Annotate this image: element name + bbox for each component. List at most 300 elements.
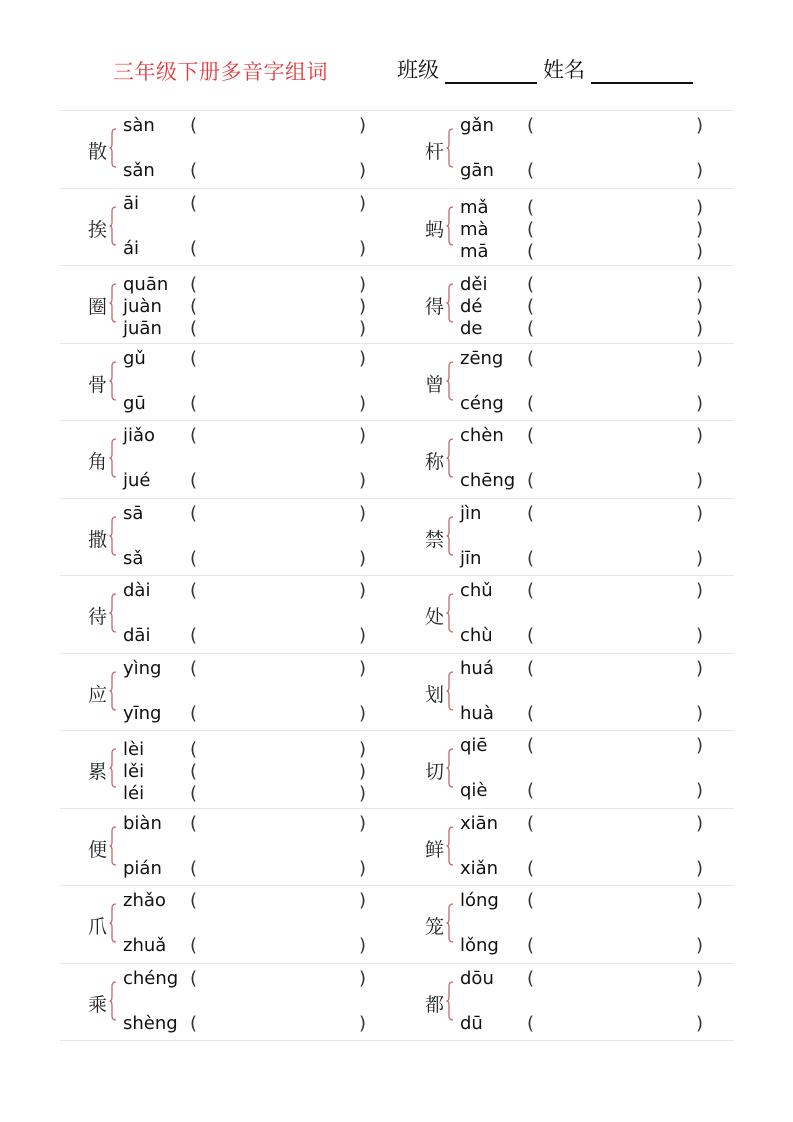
close-paren: ) bbox=[359, 812, 367, 834]
word-answer-field[interactable] bbox=[205, 703, 355, 723]
close-paren: ) bbox=[696, 425, 704, 446]
pinyin: zhuǎ bbox=[123, 935, 167, 956]
brace-icon bbox=[446, 516, 454, 556]
reading-line bbox=[123, 548, 397, 570]
name-field[interactable] bbox=[591, 60, 693, 84]
close-paren: ) bbox=[696, 318, 704, 339]
close-paren: ) bbox=[359, 702, 367, 724]
word-answer-field[interactable] bbox=[542, 470, 692, 490]
close-paren: ) bbox=[696, 857, 704, 879]
close-paren: ) bbox=[696, 735, 704, 756]
close-paren: ) bbox=[696, 657, 704, 679]
open-paren: ( bbox=[527, 392, 535, 414]
word-answer-field[interactable] bbox=[205, 813, 355, 833]
close-paren: ) bbox=[696, 702, 704, 724]
brace-icon bbox=[446, 128, 454, 168]
pinyin: lǒng bbox=[460, 935, 499, 956]
word-answer-field[interactable] bbox=[205, 318, 355, 338]
name-label: 姓名 bbox=[543, 58, 585, 82]
pinyin: dāi bbox=[123, 625, 151, 646]
reading-line bbox=[460, 625, 734, 647]
table-row bbox=[60, 421, 734, 499]
word-answer-field[interactable] bbox=[542, 548, 692, 568]
reading-line bbox=[123, 1013, 397, 1035]
reading-line bbox=[460, 703, 734, 725]
word-answer-field[interactable] bbox=[205, 625, 355, 645]
word-answer-field[interactable] bbox=[205, 968, 355, 988]
brace-icon bbox=[109, 206, 117, 246]
open-paren: ( bbox=[190, 192, 198, 214]
reading-line bbox=[460, 780, 734, 802]
close-paren: ) bbox=[359, 657, 367, 679]
pinyin: lóng bbox=[460, 890, 499, 911]
pinyin: chèn bbox=[460, 425, 504, 446]
pinyin: jué bbox=[123, 470, 151, 491]
polyphone-entry-right bbox=[397, 731, 734, 808]
word-answer-field[interactable] bbox=[205, 160, 355, 180]
readings-list bbox=[460, 270, 734, 339]
word-answer-field[interactable] bbox=[205, 425, 355, 445]
close-paren: ) bbox=[359, 783, 367, 804]
pinyin: biàn bbox=[123, 812, 162, 834]
open-paren: ( bbox=[527, 274, 535, 295]
open-paren: ( bbox=[190, 392, 198, 414]
pinyin: ái bbox=[123, 237, 140, 259]
open-paren: ( bbox=[190, 470, 198, 491]
word-answer-field[interactable] bbox=[542, 274, 692, 294]
open-paren: ( bbox=[527, 160, 535, 181]
word-answer-field[interactable] bbox=[542, 241, 692, 261]
open-paren: ( bbox=[527, 296, 535, 317]
reading-line bbox=[460, 318, 734, 340]
word-answer-field[interactable] bbox=[542, 219, 692, 239]
close-paren: ) bbox=[359, 890, 367, 911]
character: 待 bbox=[88, 606, 108, 628]
brace-icon bbox=[109, 283, 117, 323]
open-paren: ( bbox=[527, 547, 535, 569]
word-answer-field[interactable] bbox=[542, 890, 692, 910]
word-answer-field[interactable] bbox=[205, 580, 355, 600]
close-paren: ) bbox=[696, 115, 704, 136]
character: 角 bbox=[88, 451, 108, 473]
reading-line bbox=[123, 470, 397, 492]
close-paren: ) bbox=[359, 192, 367, 214]
brace-icon bbox=[446, 593, 454, 633]
reading-line bbox=[123, 761, 397, 783]
reading-line bbox=[123, 580, 397, 602]
close-paren: ) bbox=[359, 160, 367, 181]
word-answer-field[interactable] bbox=[542, 935, 692, 955]
pinyin: sàn bbox=[123, 115, 155, 136]
open-paren: ( bbox=[527, 218, 535, 240]
close-paren: ) bbox=[359, 1012, 367, 1034]
pinyin: āi bbox=[123, 192, 140, 214]
close-paren: ) bbox=[359, 547, 367, 569]
brace-icon bbox=[446, 438, 454, 478]
table-row bbox=[60, 731, 734, 809]
polyphone-entry-right bbox=[397, 421, 734, 498]
open-paren: ( bbox=[190, 967, 198, 989]
close-paren: ) bbox=[359, 318, 367, 339]
word-answer-field[interactable] bbox=[205, 890, 355, 910]
close-paren: ) bbox=[359, 347, 367, 369]
brace-icon bbox=[446, 671, 454, 711]
close-paren: ) bbox=[696, 967, 704, 989]
reading-line bbox=[460, 160, 734, 182]
word-answer-field[interactable] bbox=[205, 296, 355, 316]
close-paren: ) bbox=[696, 196, 704, 218]
table-row bbox=[60, 964, 734, 1042]
open-paren: ( bbox=[527, 625, 535, 646]
character: 处 bbox=[425, 606, 445, 628]
open-paren: ( bbox=[190, 702, 198, 724]
open-paren: ( bbox=[527, 115, 535, 136]
close-paren: ) bbox=[359, 274, 367, 295]
character: 爪 bbox=[88, 916, 108, 938]
readings-list bbox=[460, 503, 734, 572]
reading-line bbox=[123, 739, 397, 761]
word-answer-field[interactable] bbox=[205, 238, 355, 258]
brace-icon bbox=[109, 438, 117, 478]
polyphone-entry-right bbox=[397, 576, 734, 653]
word-answer-field[interactable] bbox=[205, 548, 355, 568]
brace-icon bbox=[109, 671, 117, 711]
table-row bbox=[60, 344, 734, 422]
character: 撒 bbox=[88, 528, 108, 551]
pinyin: quān bbox=[123, 274, 169, 295]
open-paren: ( bbox=[527, 196, 535, 218]
character: 曾 bbox=[425, 373, 445, 396]
polyphone-entry-right bbox=[397, 499, 734, 576]
polyphone-entry-right bbox=[397, 344, 734, 421]
word-answer-field[interactable] bbox=[542, 968, 692, 988]
character: 散 bbox=[88, 141, 108, 163]
open-paren: ( bbox=[190, 783, 198, 804]
pinyin: céng bbox=[460, 392, 504, 414]
open-paren: ( bbox=[527, 857, 535, 879]
character: 骨 bbox=[88, 373, 108, 396]
readings-list bbox=[460, 658, 734, 727]
word-answer-field[interactable] bbox=[205, 1013, 355, 1033]
close-paren: ) bbox=[359, 470, 367, 491]
word-answer-field[interactable] bbox=[542, 580, 692, 600]
close-paren: ) bbox=[359, 761, 367, 782]
close-paren: ) bbox=[359, 739, 367, 760]
pinyin: chéng bbox=[123, 967, 179, 989]
brace-icon bbox=[109, 903, 117, 943]
word-answer-field[interactable] bbox=[205, 783, 355, 803]
pinyin: sā bbox=[123, 502, 144, 524]
polyphone-entry-left bbox=[60, 964, 397, 1041]
word-answer-field[interactable] bbox=[542, 735, 692, 755]
pinyin: gǎn bbox=[460, 115, 494, 136]
brace-icon bbox=[446, 903, 454, 943]
word-answer-field[interactable] bbox=[542, 197, 692, 217]
close-paren: ) bbox=[696, 780, 704, 801]
reading-line bbox=[123, 783, 397, 805]
polyphone-entry-right bbox=[397, 654, 734, 731]
readings-list bbox=[123, 115, 397, 184]
close-paren: ) bbox=[696, 392, 704, 414]
pinyin: mā bbox=[460, 240, 489, 262]
table-row bbox=[60, 111, 734, 189]
pinyin: xiǎn bbox=[460, 857, 499, 879]
readings-list bbox=[123, 425, 397, 494]
pinyin: sǎ bbox=[123, 547, 144, 569]
open-paren: ( bbox=[527, 318, 535, 339]
pinyin: gǔ bbox=[123, 347, 146, 369]
open-paren: ( bbox=[190, 160, 198, 181]
reading-line bbox=[123, 393, 397, 415]
open-paren: ( bbox=[190, 761, 198, 782]
reading-line bbox=[460, 1013, 734, 1035]
brace-icon bbox=[109, 826, 117, 866]
word-answer-field[interactable] bbox=[205, 761, 355, 781]
reading-line bbox=[460, 425, 734, 447]
open-paren: ( bbox=[527, 657, 535, 679]
close-paren: ) bbox=[696, 240, 704, 262]
open-paren: ( bbox=[190, 657, 198, 679]
pinyin: lěi bbox=[123, 761, 145, 782]
word-answer-field[interactable] bbox=[205, 348, 355, 368]
polyphone-entry-right bbox=[397, 964, 734, 1041]
pinyin: sǎn bbox=[123, 160, 155, 181]
close-paren: ) bbox=[359, 580, 367, 601]
character: 杆 bbox=[425, 141, 445, 163]
open-paren: ( bbox=[190, 237, 198, 259]
readings-list bbox=[123, 968, 397, 1037]
pinyin: mà bbox=[460, 218, 489, 240]
word-answer-field[interactable] bbox=[542, 625, 692, 645]
reading-line bbox=[460, 241, 734, 263]
word-answer-field[interactable] bbox=[542, 780, 692, 800]
word-answer-field[interactable] bbox=[205, 739, 355, 759]
brace-icon bbox=[109, 361, 117, 401]
brace-icon bbox=[446, 283, 454, 323]
word-answer-field[interactable] bbox=[542, 296, 692, 316]
reading-line bbox=[460, 115, 734, 137]
character: 笼 bbox=[425, 916, 445, 938]
reading-line bbox=[123, 625, 397, 647]
polyphone-entry-left bbox=[60, 189, 397, 266]
readings-list bbox=[123, 813, 397, 882]
open-paren: ( bbox=[190, 115, 198, 136]
readings-list bbox=[460, 115, 734, 184]
pinyin: gān bbox=[460, 160, 494, 181]
close-paren: ) bbox=[696, 218, 704, 240]
readings-list bbox=[460, 348, 734, 417]
reading-line bbox=[123, 160, 397, 182]
reading-line bbox=[123, 935, 397, 957]
word-answer-field[interactable] bbox=[542, 393, 692, 413]
close-paren: ) bbox=[359, 296, 367, 317]
character: 禁 bbox=[425, 528, 445, 551]
reading-line bbox=[460, 858, 734, 880]
close-paren: ) bbox=[696, 470, 704, 491]
reading-line bbox=[460, 658, 734, 680]
polyphone-entry-left bbox=[60, 344, 397, 421]
close-paren: ) bbox=[359, 857, 367, 879]
pinyin: léi bbox=[123, 783, 145, 804]
word-answer-field[interactable] bbox=[542, 813, 692, 833]
word-answer-field[interactable] bbox=[542, 348, 692, 368]
pinyin: juān bbox=[123, 318, 162, 339]
polyphone-entry-left bbox=[60, 731, 397, 808]
pinyin: zēng bbox=[460, 347, 504, 369]
polyphone-entry-right bbox=[397, 809, 734, 886]
table-row bbox=[60, 886, 734, 964]
word-answer-field[interactable] bbox=[205, 470, 355, 490]
table-row bbox=[60, 654, 734, 732]
word-answer-field[interactable] bbox=[542, 115, 692, 135]
character: 累 bbox=[88, 761, 108, 783]
close-paren: ) bbox=[696, 547, 704, 569]
word-answer-field[interactable] bbox=[542, 658, 692, 678]
pinyin: huà bbox=[460, 702, 494, 724]
open-paren: ( bbox=[527, 780, 535, 801]
close-paren: ) bbox=[359, 967, 367, 989]
open-paren: ( bbox=[527, 502, 535, 524]
pinyin: zhǎo bbox=[123, 890, 166, 911]
reading-line bbox=[460, 580, 734, 602]
table-row bbox=[60, 499, 734, 577]
open-paren: ( bbox=[527, 240, 535, 262]
pinyin: shèng bbox=[123, 1012, 178, 1034]
open-paren: ( bbox=[190, 274, 198, 295]
table-row bbox=[60, 189, 734, 267]
polyphone-entry-left bbox=[60, 654, 397, 731]
word-answer-field[interactable] bbox=[542, 425, 692, 445]
word-answer-field[interactable] bbox=[205, 115, 355, 135]
reading-line bbox=[460, 548, 734, 570]
open-paren: ( bbox=[190, 347, 198, 369]
reading-line bbox=[460, 968, 734, 990]
character: 圈 bbox=[88, 296, 108, 318]
word-answer-field[interactable] bbox=[205, 393, 355, 413]
word-answer-field[interactable] bbox=[205, 935, 355, 955]
reading-line bbox=[123, 318, 397, 340]
readings-list bbox=[123, 658, 397, 727]
brace-icon bbox=[446, 826, 454, 866]
readings-list bbox=[460, 890, 734, 959]
open-paren: ( bbox=[190, 1012, 198, 1034]
open-paren: ( bbox=[190, 318, 198, 339]
brace-icon bbox=[446, 206, 454, 246]
character: 鲜 bbox=[425, 838, 445, 861]
word-answer-field[interactable] bbox=[542, 858, 692, 878]
polyphone-entry-left bbox=[60, 266, 397, 343]
character: 切 bbox=[425, 761, 445, 783]
open-paren: ( bbox=[190, 890, 198, 911]
readings-list bbox=[460, 735, 734, 804]
reading-line bbox=[460, 735, 734, 757]
word-answer-field[interactable] bbox=[542, 703, 692, 723]
pinyin: dé bbox=[460, 296, 483, 317]
reading-line bbox=[123, 115, 397, 137]
polyphone-entry-left bbox=[60, 111, 397, 188]
word-answer-field[interactable] bbox=[205, 274, 355, 294]
reading-line bbox=[123, 703, 397, 725]
open-paren: ( bbox=[190, 547, 198, 569]
word-answer-field[interactable] bbox=[205, 503, 355, 523]
brace-icon bbox=[109, 981, 117, 1021]
open-paren: ( bbox=[527, 967, 535, 989]
close-paren: ) bbox=[696, 812, 704, 834]
open-paren: ( bbox=[527, 580, 535, 601]
readings-list bbox=[460, 813, 734, 882]
open-paren: ( bbox=[527, 702, 535, 724]
reading-line bbox=[123, 296, 397, 318]
polyphone-entry-left bbox=[60, 576, 397, 653]
polyphone-entry-right bbox=[397, 111, 734, 188]
pinyin: xiān bbox=[460, 812, 499, 834]
word-answer-field[interactable] bbox=[205, 858, 355, 878]
pinyin: huá bbox=[460, 657, 494, 679]
word-answer-field[interactable] bbox=[205, 193, 355, 213]
reading-line bbox=[460, 274, 734, 296]
character: 挨 bbox=[88, 218, 108, 241]
open-paren: ( bbox=[527, 735, 535, 756]
word-answer-field[interactable] bbox=[205, 658, 355, 678]
close-paren: ) bbox=[696, 296, 704, 317]
pinyin: dài bbox=[123, 580, 151, 601]
close-paren: ) bbox=[359, 502, 367, 524]
readings-list bbox=[123, 735, 397, 804]
character: 应 bbox=[88, 683, 108, 706]
open-paren: ( bbox=[190, 425, 198, 446]
reading-line bbox=[123, 968, 397, 990]
word-answer-field[interactable] bbox=[542, 318, 692, 338]
word-answer-field[interactable] bbox=[542, 160, 692, 180]
close-paren: ) bbox=[696, 625, 704, 646]
reading-line bbox=[460, 813, 734, 835]
word-answer-field[interactable] bbox=[542, 503, 692, 523]
polyphone-grid bbox=[60, 110, 734, 1041]
word-answer-field[interactable] bbox=[542, 1013, 692, 1033]
open-paren: ( bbox=[190, 502, 198, 524]
polyphone-entry-right bbox=[397, 189, 734, 266]
open-paren: ( bbox=[527, 470, 535, 491]
reading-line bbox=[123, 193, 397, 215]
open-paren: ( bbox=[527, 1012, 535, 1034]
close-paren: ) bbox=[359, 115, 367, 136]
class-label: 班级 bbox=[397, 58, 439, 82]
polyphone-entry-left bbox=[60, 421, 397, 498]
reading-line bbox=[460, 503, 734, 525]
open-paren: ( bbox=[190, 625, 198, 646]
character: 乘 bbox=[88, 993, 108, 1016]
open-paren: ( bbox=[190, 296, 198, 317]
class-field[interactable] bbox=[445, 60, 537, 84]
brace-icon bbox=[109, 593, 117, 633]
polyphone-entry-left bbox=[60, 499, 397, 576]
pinyin: dōu bbox=[460, 967, 494, 989]
readings-list bbox=[460, 425, 734, 494]
open-paren: ( bbox=[527, 812, 535, 834]
brace-icon bbox=[446, 748, 454, 788]
pinyin: juàn bbox=[123, 296, 162, 317]
reading-line bbox=[123, 890, 397, 912]
character: 称 bbox=[425, 451, 445, 473]
readings-list bbox=[123, 348, 397, 417]
open-paren: ( bbox=[527, 347, 535, 369]
reading-line bbox=[123, 658, 397, 680]
reading-line bbox=[460, 296, 734, 318]
brace-icon bbox=[446, 981, 454, 1021]
open-paren: ( bbox=[190, 580, 198, 601]
character: 便 bbox=[88, 838, 108, 861]
pinyin: yìng bbox=[123, 657, 162, 679]
